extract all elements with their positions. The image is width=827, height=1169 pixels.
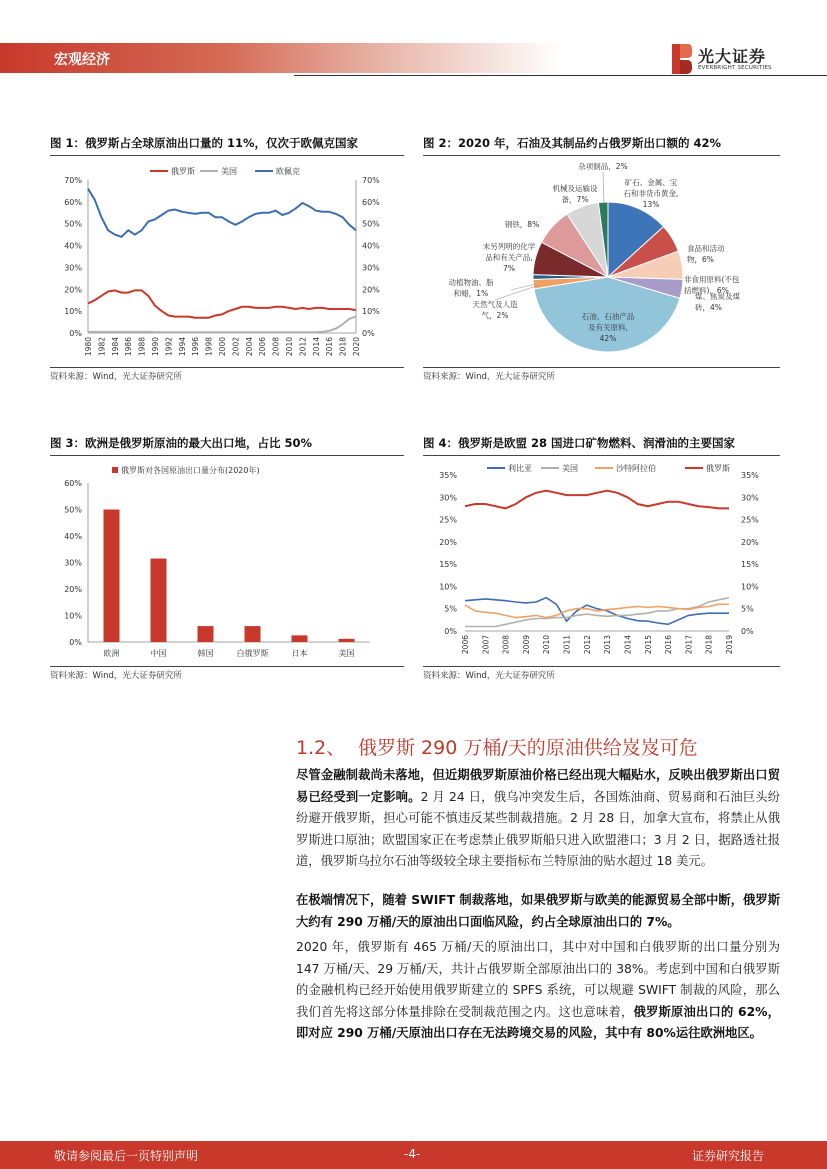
brand-name-cn: 光大证券 bbox=[698, 47, 767, 66]
fig4-xtick: 2014 bbox=[623, 635, 633, 655]
fig3-ytick: 50% bbox=[64, 505, 82, 515]
fig4-xtick: 2007 bbox=[481, 635, 491, 655]
fig4-xtick: 2008 bbox=[501, 635, 511, 655]
fig1-ytick-left: 60% bbox=[64, 197, 82, 207]
fig1-xtick: 2020 bbox=[352, 337, 361, 357]
fig4-ytick-left: 30% bbox=[439, 493, 457, 503]
paragraph-3 bbox=[296, 937, 780, 1045]
fig1-xtick: 1998 bbox=[204, 337, 214, 357]
fig1-xtick: 1992 bbox=[164, 337, 174, 357]
fig1-legend-label: 俄罗斯 bbox=[171, 167, 195, 176]
fig3-ytick: 10% bbox=[64, 611, 82, 621]
fig3-bottom-rule bbox=[50, 666, 404, 667]
footer-page-number: -4- bbox=[404, 1147, 421, 1161]
fig2-slice-label: 品和有关产品, bbox=[485, 253, 533, 262]
fig1-series-line bbox=[88, 317, 356, 333]
fig1-xtick: 1984 bbox=[110, 337, 120, 357]
fig1-ytick-left: 40% bbox=[64, 241, 82, 251]
fig1-xtick: 2006 bbox=[258, 337, 268, 357]
fig4-ytick-left: 20% bbox=[439, 537, 457, 547]
fig2-slice-label: 气，2% bbox=[481, 311, 509, 320]
fig3-rule bbox=[50, 455, 404, 456]
fig1-xtick: 2016 bbox=[325, 337, 335, 357]
fig1-xtick: 2014 bbox=[311, 337, 321, 357]
fig4-ytick-left: 0% bbox=[444, 627, 457, 636]
fig4-ytick-right: 20% bbox=[741, 537, 759, 547]
footer-band bbox=[0, 1141, 827, 1169]
fig1-xtick: 2012 bbox=[298, 337, 308, 357]
paragraph-2-bold: 在极端情况下，随着 SWIFT 制裁落地，如果俄罗斯与欧美的能源贸易全部中断，俄罗斯大约有 290 万桶/天的原油出口面临风险，约占全球原油出口的 7%。 bbox=[296, 893, 780, 929]
fig4-xtick: 2017 bbox=[684, 635, 694, 655]
fig2-slice-label: 钢铁，8% bbox=[504, 220, 540, 229]
fig4-ytick-left: 25% bbox=[439, 515, 457, 525]
fig1-ytick-right: 20% bbox=[362, 285, 380, 295]
fig2-source: 资料来源：Wind，光大证券研究所 bbox=[423, 372, 555, 382]
fig3-xtick: 欧洲 bbox=[103, 649, 120, 658]
fig1-ytick-right: 0% bbox=[362, 329, 375, 338]
fig4-xtick: 2009 bbox=[521, 635, 531, 655]
fig4-legend-label: 沙特阿拉伯 bbox=[616, 464, 656, 473]
footer-disclaimer: 敬请参阅最后一页特别声明 bbox=[54, 1149, 199, 1163]
fig1-ytick-right: 40% bbox=[362, 241, 380, 251]
footer-report-type: 证券研究报告 bbox=[692, 1149, 765, 1163]
fig3-title: 图 3：欧洲是俄罗斯原油的最大出口地，占比 50% bbox=[50, 436, 313, 450]
fig3-bar bbox=[151, 559, 167, 642]
fig3-legend-swatch bbox=[112, 467, 118, 473]
fig4-ytick-right: 10% bbox=[741, 582, 759, 592]
fig1-ytick-right: 10% bbox=[362, 307, 380, 317]
fig2-slice-label: 砖，4% bbox=[695, 303, 722, 312]
fig3-chart bbox=[50, 460, 410, 665]
fig1-xtick: 2002 bbox=[231, 337, 241, 357]
fig1-xtick: 2000 bbox=[218, 337, 227, 357]
fig4-legend-label: 利比亚 bbox=[508, 464, 532, 473]
fig4-xtick: 2006 bbox=[461, 635, 470, 655]
fig3-xtick: 韩国 bbox=[197, 649, 214, 658]
fig1-xtick: 1982 bbox=[97, 337, 107, 357]
fig2-slice-label: 石和非货币黄金, bbox=[623, 189, 679, 198]
fig3-source: 资料来源：Wind，光大证券研究所 bbox=[50, 671, 182, 681]
fig4-ytick-left: 5% bbox=[444, 604, 457, 614]
fig1-xtick: 1990 bbox=[151, 337, 160, 357]
fig1-ytick-right: 30% bbox=[362, 263, 380, 273]
fig4-xtick: 2018 bbox=[704, 635, 714, 655]
fig3-bar bbox=[245, 626, 261, 642]
fig1-xtick: 1980 bbox=[84, 337, 93, 357]
fig2-slice-label: 煤、焦炭及煤 bbox=[695, 292, 740, 301]
fig4-ytick-left: 35% bbox=[439, 471, 457, 480]
fig2-slice-label: 物，6% bbox=[687, 255, 714, 264]
fig4-xtick: 2015 bbox=[643, 635, 653, 655]
fig3-legend-label: 俄罗斯对各国原油出口量分布(2020年) bbox=[121, 466, 260, 475]
fig3-bar bbox=[339, 639, 355, 642]
fig2-slice-label: 天然气及人造 bbox=[472, 300, 518, 309]
fig4-xtick: 2019 bbox=[725, 635, 734, 655]
brand-logo-icon bbox=[672, 44, 692, 74]
fig4-ytick-right: 5% bbox=[741, 604, 754, 614]
fig2-leader-line bbox=[511, 284, 535, 290]
fig4-ytick-left: 15% bbox=[439, 560, 457, 570]
fig3-ytick: 20% bbox=[64, 585, 82, 594]
fig3-xtick: 中国 bbox=[150, 649, 167, 658]
fig2-slice-label: 和蜡，1% bbox=[453, 289, 489, 298]
header-section-label: 宏观经济 bbox=[54, 52, 110, 68]
fig1-ytick-left: 50% bbox=[64, 219, 82, 229]
fig1-series-line bbox=[88, 189, 356, 237]
fig1-ytick-right: 50% bbox=[362, 219, 380, 229]
fig1-ytick-left: 20% bbox=[64, 285, 82, 295]
fig4-ytick-right: 30% bbox=[741, 493, 759, 503]
paragraph-1-bold: 尽管金融制裁尚未落地，但近期俄罗斯原油价格已经出现大幅贴水，反映出俄罗斯出口贸易已经受到一定影响。 bbox=[296, 768, 780, 804]
fig1-xtick: 1996 bbox=[191, 337, 201, 357]
fig1-rule bbox=[50, 155, 404, 156]
fig2-bottom-rule bbox=[423, 367, 780, 368]
brand-name-en: EVERBRIGHT SECURITIES bbox=[698, 65, 772, 71]
fig1-ytick-right: 60% bbox=[362, 197, 380, 207]
fig4-legend-label: 俄罗斯 bbox=[706, 464, 730, 473]
fig1-ytick-left: 70% bbox=[64, 176, 82, 185]
fig1-title: 图 1：俄罗斯占全球原油出口量的 11%，仅次于欧佩克国家 bbox=[50, 136, 359, 150]
fig2-title: 图 2：2020 年，石油及其制品约占俄罗斯出口额的 42% bbox=[423, 136, 722, 150]
fig1-xtick: 1988 bbox=[137, 337, 147, 357]
fig2-slice-label: 机械及运输设 bbox=[552, 184, 598, 193]
section-title: 俄罗斯 290 万桶/天的原油供给岌岌可危 bbox=[358, 737, 698, 759]
fig1-ytick-left: 30% bbox=[64, 263, 82, 273]
fig1-source: 资料来源：Wind，光大证券研究所 bbox=[50, 372, 182, 382]
fig3-bar bbox=[104, 510, 120, 643]
fig1-legend-label: 欧佩克 bbox=[276, 167, 300, 176]
fig4-xtick: 2016 bbox=[664, 635, 674, 655]
fig1-chart bbox=[50, 160, 410, 365]
fig4-ytick-left: 10% bbox=[439, 582, 457, 592]
fig4-legend-label: 美国 bbox=[562, 464, 578, 473]
fig2-slice-label: 非食用原料(不包 bbox=[684, 275, 740, 284]
fig2-slice-label: 矿石、金属、宝 bbox=[624, 178, 678, 187]
fig2-slice-label: 7% bbox=[503, 264, 515, 273]
fig4-ytick-right: 35% bbox=[741, 471, 759, 480]
fig3-bar bbox=[198, 626, 214, 642]
fig1-ytick-left: 0% bbox=[69, 329, 82, 338]
fig4-bottom-rule bbox=[423, 666, 780, 667]
fig4-xtick: 2010 bbox=[542, 635, 552, 655]
fig2-slice-label: 及有关原料, bbox=[588, 323, 628, 332]
fig1-series-line bbox=[88, 290, 356, 317]
fig1-xtick: 2008 bbox=[271, 337, 281, 357]
paragraph-3-text: 2020 年，俄罗斯有 465 万桶/天的原油出口，其中对中国和白俄罗斯的出口量分别为 147 万桶/天、29 万桶/天，共计占俄罗斯全部原油出口的 38%。考虑到中国和白俄罗斯的金融机构已经开始使用俄罗斯建立的 SPFS 系统，可以规避 SWIFT 制裁的风险，那么我们首先将这部分体量排除在受制裁范围之内。这也意味着， bbox=[296, 940, 780, 1019]
fig4-ytick-right: 15% bbox=[741, 560, 759, 570]
fig1-xtick: 1986 bbox=[124, 337, 134, 357]
fig3-ytick: 40% bbox=[64, 532, 82, 541]
fig1-xtick: 2010 bbox=[285, 337, 294, 357]
fig2-chart bbox=[423, 160, 780, 365]
fig1-xtick: 2004 bbox=[244, 337, 254, 357]
fig1-ytick-left: 10% bbox=[64, 307, 82, 317]
fig4-series-line bbox=[465, 491, 729, 509]
fig4-xtick: 2012 bbox=[582, 635, 592, 655]
fig4-xtick: 2011 bbox=[562, 635, 572, 655]
fig2-slice-label: 未另列明的化学 bbox=[482, 242, 536, 251]
fig2-leader-line bbox=[495, 285, 539, 300]
fig4-ytick-right: 0% bbox=[741, 627, 754, 636]
fig1-legend-label: 美国 bbox=[221, 167, 237, 176]
fig4-xtick: 2013 bbox=[603, 635, 613, 655]
fig3-xtick: 美国 bbox=[338, 649, 355, 658]
fig3-xtick: 日本 bbox=[291, 649, 308, 658]
fig4-rule bbox=[423, 455, 780, 456]
fig1-xtick: 2018 bbox=[338, 337, 348, 357]
brand-logo bbox=[672, 44, 782, 76]
fig2-slice-label: 42% bbox=[599, 334, 617, 343]
fig2-rule bbox=[423, 155, 780, 156]
fig3-xtick: 白俄罗斯 bbox=[236, 649, 269, 658]
fig2-slice-label: 13% bbox=[642, 200, 660, 209]
fig2-slice-label: 括燃料)，6% bbox=[684, 286, 729, 295]
fig1-xtick: 1994 bbox=[177, 337, 187, 357]
fig3-ytick: 30% bbox=[64, 558, 82, 568]
fig4-chart bbox=[423, 460, 783, 665]
paragraph-3-bold: 俄罗斯原油出口的 62%，即对应 290 万桶/天原油出口存在无法跨境交易的风险，其中有 80%运往欧洲地区。 bbox=[296, 1004, 780, 1041]
fig4-source: 资料来源：Wind，光大证券研究所 bbox=[423, 671, 555, 681]
fig3-bar bbox=[292, 635, 308, 642]
section-heading bbox=[296, 733, 698, 760]
paragraph-2 bbox=[296, 890, 780, 933]
fig4-title: 图 4：俄罗斯是欧盟 28 国进口矿物燃料、润滑油的主要国家 bbox=[423, 436, 736, 450]
paragraph-1 bbox=[296, 765, 780, 873]
fig3-ytick: 0% bbox=[69, 638, 82, 647]
fig1-ytick-right: 70% bbox=[362, 176, 380, 185]
fig2-slice-label: 动植物油、脂 bbox=[448, 278, 494, 287]
fig1-bottom-rule bbox=[50, 367, 404, 368]
fig2-leader-line bbox=[603, 172, 604, 203]
fig2-slice-label: 杂项制品，2% bbox=[578, 162, 628, 171]
section-number: 1.2、 bbox=[296, 737, 346, 759]
fig4-ytick-right: 25% bbox=[741, 515, 759, 525]
fig2-slice-label: 备，7% bbox=[561, 195, 589, 204]
fig3-ytick: 60% bbox=[64, 479, 82, 488]
fig4-series-line bbox=[465, 598, 729, 627]
fig2-slice-label: 石油、石油产品 bbox=[581, 312, 635, 321]
paragraph-1-text: 2 月 24 日，俄乌冲突发生后，各国炼油商、贸易商和石油巨头纷纷避开俄罗斯，担心可能不慎违反某些制裁措施。2 月 28 日，加拿大宣布，将禁止从俄罗斯进口原油；欧盟国家正在考虑禁止俄罗斯船只进入欧盟港口；3 月 2 日，据路透社报道，俄罗斯乌拉尔石油等级较全球主要指标布兰特原油的贴水超过 18 美元。 bbox=[296, 789, 780, 869]
fig2-slice-label: 食品和活动 bbox=[687, 244, 725, 253]
